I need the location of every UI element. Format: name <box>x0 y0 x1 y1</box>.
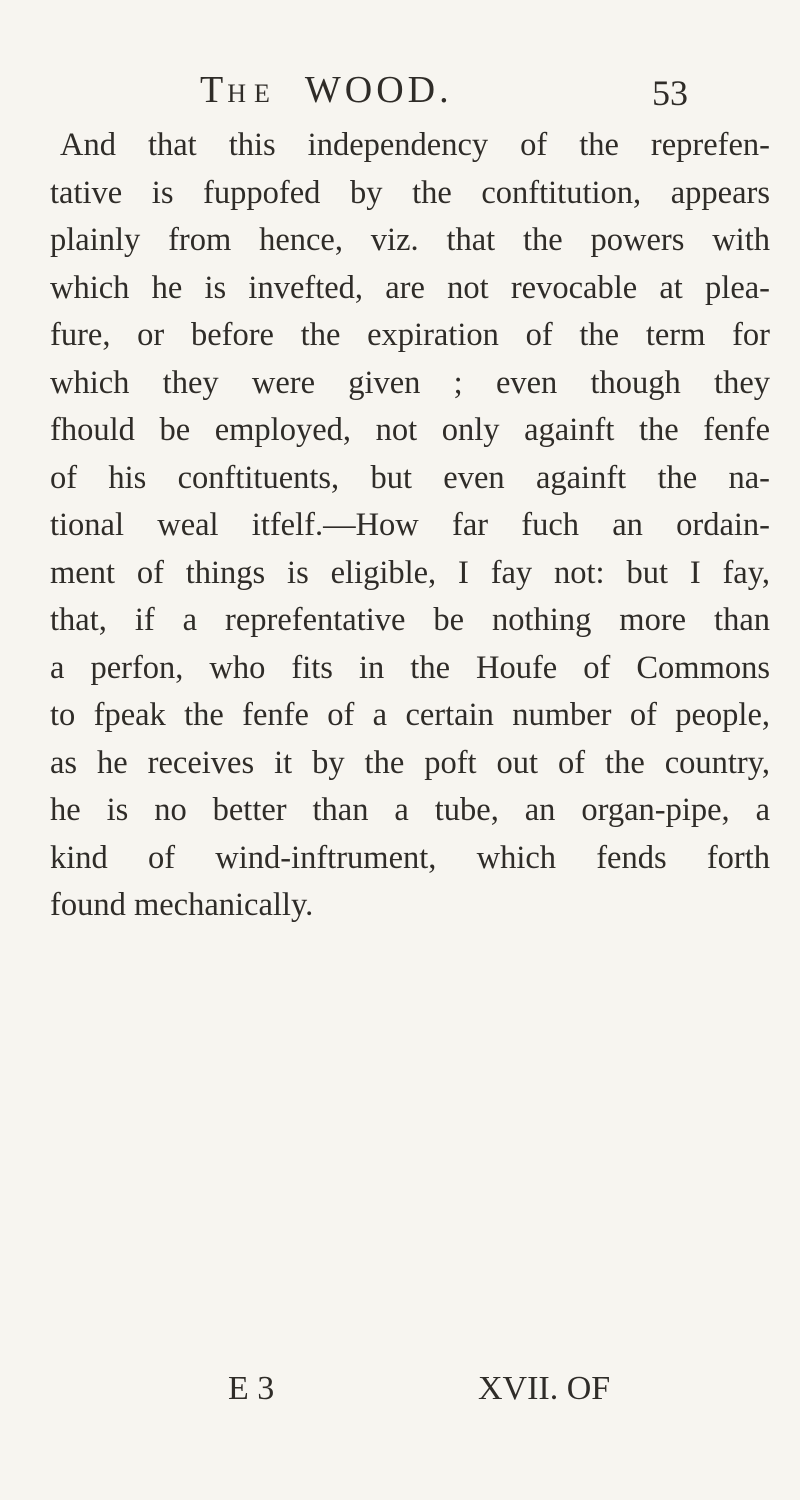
text-line-15: he is no better than a tube, an organ-pipe, a <box>50 792 770 828</box>
text-line-4: which he is invefted, are not revocable at plea- <box>50 269 770 306</box>
running-title-main: WOOD. <box>304 69 453 111</box>
text-line-1: And that this independency of the reprefen- <box>60 127 770 163</box>
text-line-6: which they were given ; even though they <box>50 364 770 401</box>
running-title-initial: T <box>200 69 228 111</box>
text-line-5: fure, or before the expiration of the term for <box>50 317 770 353</box>
text-line-9: tional weal itfelf.—How far fuch an ordain- <box>50 507 770 543</box>
catchword: XVII. OF <box>478 1370 611 1407</box>
page-number: 53 <box>652 73 688 113</box>
running-title-small-caps: HE <box>227 79 278 108</box>
text-line-8: of his conftituents, but even againft the na- <box>50 459 770 496</box>
text-line-17: found mechanically. <box>50 887 314 923</box>
text-line-12: a perfon, who fits in the Houfe of Commons <box>50 649 770 686</box>
text-line-11: that, if a reprefentative be nothing more than <box>50 602 770 638</box>
text-line-10: ment of things is eligible, I fay not: but I fay, <box>50 554 770 591</box>
text-line-3: plainly from hence, viz. that the powers with <box>50 222 770 258</box>
text-line-16: kind of wind-inftrument, which fends forth <box>50 839 770 876</box>
text-line-14: as he receives it by the poft out of the country, <box>50 744 770 781</box>
text-line-7: fhould be employed, not only againft the fenfe <box>50 412 770 448</box>
signature-mark: E 3 <box>228 1370 275 1407</box>
running-head <box>0 68 800 113</box>
page-footer <box>0 1370 800 1420</box>
running-title <box>200 68 453 112</box>
body-text <box>50 122 770 930</box>
text-line-13: to fpeak the fenfe of a certain number of people, <box>50 697 770 733</box>
text-line-2: tative is fuppofed by the conftitution, appears <box>50 174 770 211</box>
